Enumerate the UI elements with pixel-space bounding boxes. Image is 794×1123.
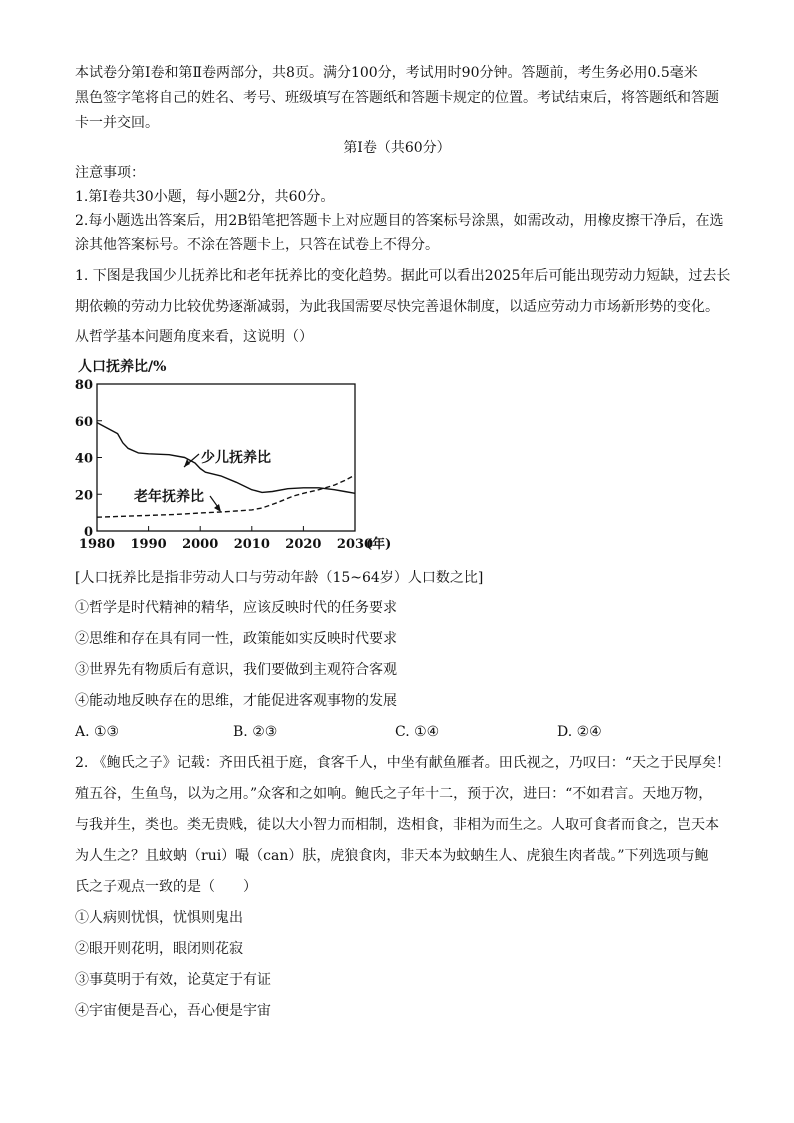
x-tick-label: 1990 [130, 537, 167, 552]
q1-stem-2: 期依赖的劳动力比较优势逐渐减弱，为此我国需要尽快完善退休制度，以适应劳动力市场新形势的变化。 [75, 299, 719, 315]
q2-statement-3: ③事莫明于有效，论莫定于有证 [75, 972, 271, 988]
q1-statement-4: ④能动地反映存在的思维，才能促进客观事物的发展 [75, 693, 397, 709]
q2-statement-1: ①人病则忧惧，忧惧则鬼出 [75, 910, 243, 926]
notes-heading: 注意事项： [75, 165, 145, 181]
section-title: 第Ⅰ卷（共60分） [343, 140, 451, 156]
intro-line-3: 卡一并交回。 [75, 115, 159, 131]
q2-stem-4: 为人生之？且蚊蚋（rui）嘬（can）肤，虎狼食肉，非天本为蚊蚋生人、虎狼生肉者哉。”下列选项与鲍 [75, 848, 709, 864]
q2-stem-2: 殖五谷，生鱼鸟，以为之用。”众客和之如响。鲍氏之子年十二，预于次，进曰：“不如君言。天地万物， [75, 786, 713, 802]
q2-statement-2: ②眼开则花明，眼闭则花寂 [75, 941, 243, 957]
q2-stem-5: 氏之子观点一致的是（ ） [75, 879, 257, 895]
q2-stem-3: 与我并生，类也。类无贵贱，徒以大小智力而相制，迭相食，非相为而生之。人取可食者而食之，岂天本 [75, 817, 719, 833]
x-tick-label: 2010 [233, 537, 270, 552]
x-tick-label: 2030 [336, 537, 374, 552]
q1-stem-3: 从哲学基本问题角度来看，这说明（） [75, 329, 313, 345]
q1-note: [人口抚养比是指非劳动人口与劳动年龄（15~64岁）人口数之比] [75, 570, 484, 586]
chart-ylabel: 人口抚养比/% [78, 359, 167, 375]
y-tick-label: 40 [74, 451, 93, 467]
note-2b: 涂其他答案标号。不涂在答题卡上，只答在试卷上不得分。 [75, 237, 439, 253]
label-child-ratio: 少儿抚养比 [201, 450, 271, 466]
note-1: 1.第Ⅰ卷共30小题，每小题2分，共60分。 [75, 189, 335, 205]
q1-option-c[interactable]: C. ①④ [395, 724, 440, 740]
x-tick-label: 1980 [78, 537, 116, 552]
y-tick-label: 0 [83, 525, 93, 540]
label-elderly-ratio: 老年抚养比 [134, 489, 204, 505]
chart-x-unit: (年) [366, 537, 392, 552]
dependency-ratio-chart [74, 354, 414, 559]
q1-option-d[interactable]: D. ②④ [557, 724, 602, 740]
note-2a: 2.每小题选出答案后，用2B铅笔把答题卡上对应题目的答案标号涂黑，如需改动，用橡皮擦干净后，在选 [75, 213, 724, 229]
intro-line-1: 本试卷分第Ⅰ卷和第Ⅱ卷两部分，共8页。满分100分，考试用时90分钟。答题前，考生务必用0.5毫米 [75, 65, 698, 81]
intro-line-2: 黑色签字笔将自己的姓名、考号、班级填写在答题纸和答题卡规定的位置。考试结束后，将答题纸和答题 [75, 90, 719, 106]
q1-option-b[interactable]: B. ②③ [233, 724, 278, 740]
q1-statement-3: ③世界先有物质后有意识，我们要做到主观符合客观 [75, 662, 397, 678]
arrow-elderly-ratio [214, 504, 221, 512]
q1-statement-1: ①哲学是时代精神的精华，应该反映时代的任务要求 [75, 600, 397, 616]
q1-stem-1: 1. 下图是我国少儿抚养比和老年抚养比的变化趋势。据此可以看出2025年后可能出现劳动力短缺，过去长 [75, 268, 731, 284]
q1-statement-2: ②思维和存在具有同一性，政策能如实反映时代要求 [75, 631, 397, 647]
q2-statement-4: ④宇宙便是吾心，吾心便是宇宙 [75, 1003, 271, 1019]
q2-stem-1: 2. 《鲍氏之子》记载：齐田氏祖于庭，食客千人，中坐有献鱼雁者。田氏视之，乃叹曰：“天之于民厚矣！ [75, 755, 730, 771]
y-tick-label: 60 [74, 414, 93, 430]
y-tick-label: 80 [74, 378, 93, 393]
q1-option-a[interactable]: A. ①③ [75, 724, 120, 740]
x-tick-label: 2000 [182, 537, 219, 552]
y-tick-label: 20 [74, 488, 93, 504]
x-tick-label: 2020 [285, 537, 322, 552]
